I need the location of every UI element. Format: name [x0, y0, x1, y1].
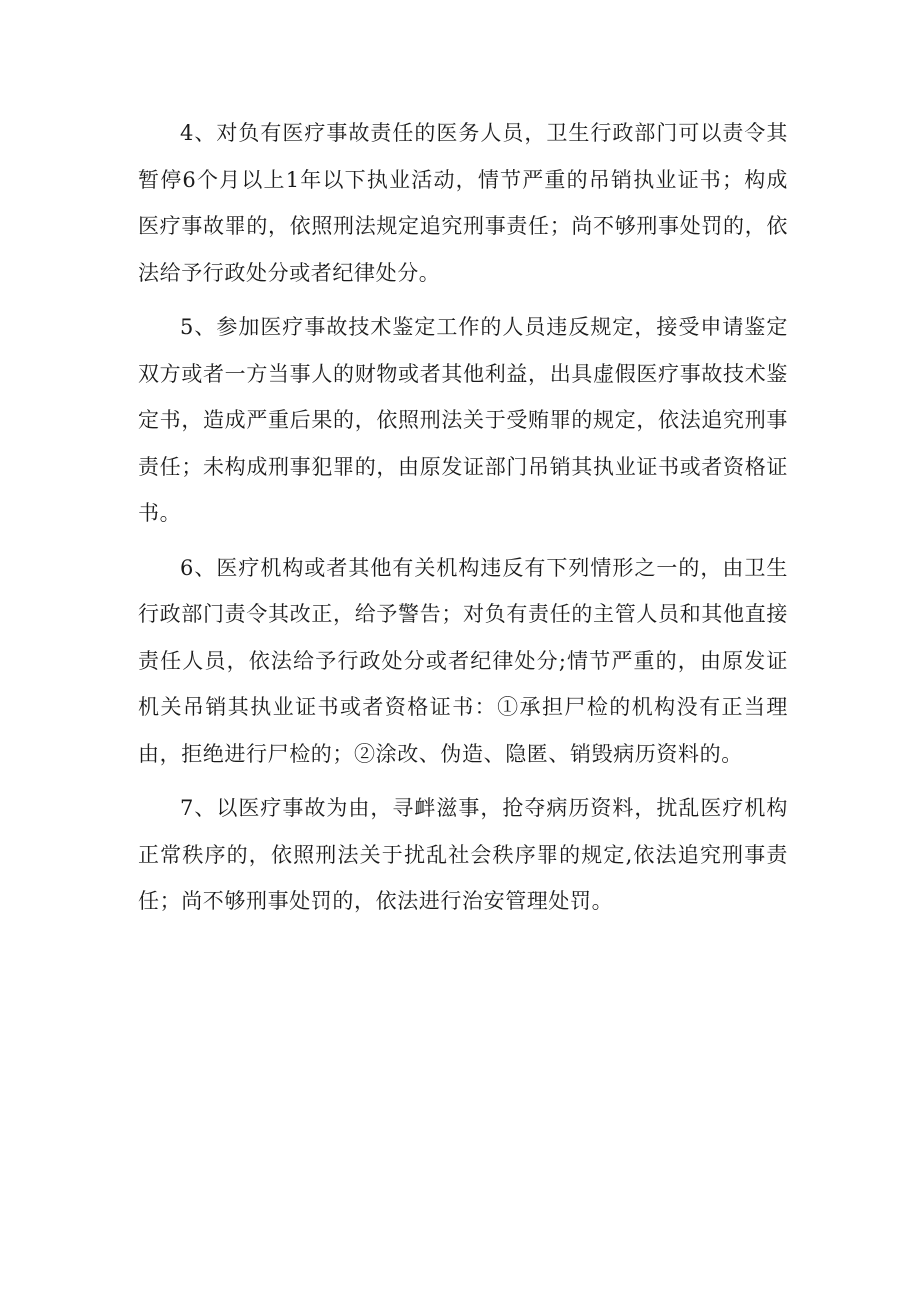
paragraph-item-4: 4、对负有医疗事故责任的医务人员，卫生行政部门可以责令其暂停6个月以上1年以下执业活动，情节严重的吊销执业证书；构成医疗事故罪的，依照刑法规定追究刑事责任；尚不够刑事处罚的，依法给予行政处分或者纪律处分。	[138, 121, 788, 285]
paragraph-item-5: 5、参加医疗事故技术鉴定工作的人员违反规定，接受申请鉴定双方或者一方当事人的财物或者其他利益，出具虚假医疗事故技术鉴定书，造成严重后果的，依照刑法关于受贿罪的规定，依法追究刑事责任；未构成刑事犯罪的，由原发证部门吊销其执业证书或者资格证书。	[138, 315, 788, 525]
paragraph-item-7: 7、以医疗事故为由，寻衅滋事，抢夺病历资料，扰乱医疗机构正常秩序的，依照刑法关于扰乱社会秩序罪的规定,依法追究刑事责任；尚不够刑事处罚的，依法进行治安管理处罚。	[138, 796, 788, 913]
paragraph-item-6: 6、医疗机构或者其他有关机构违反有下列情形之一的，由卫生行政部门责令其改正，给予警告；对负有责任的主管人员和其他直接责任人员，依法给予行政处分或者纪律处分;情节严重的，由原发证机关吊销其执业证书或者资格证书：①承担尸检的机构没有正当理由，拒绝进行尸检的；②涂改、伪造、隐匿、销毁病历资料的。	[138, 555, 788, 766]
document-body	[138, 110, 788, 933]
